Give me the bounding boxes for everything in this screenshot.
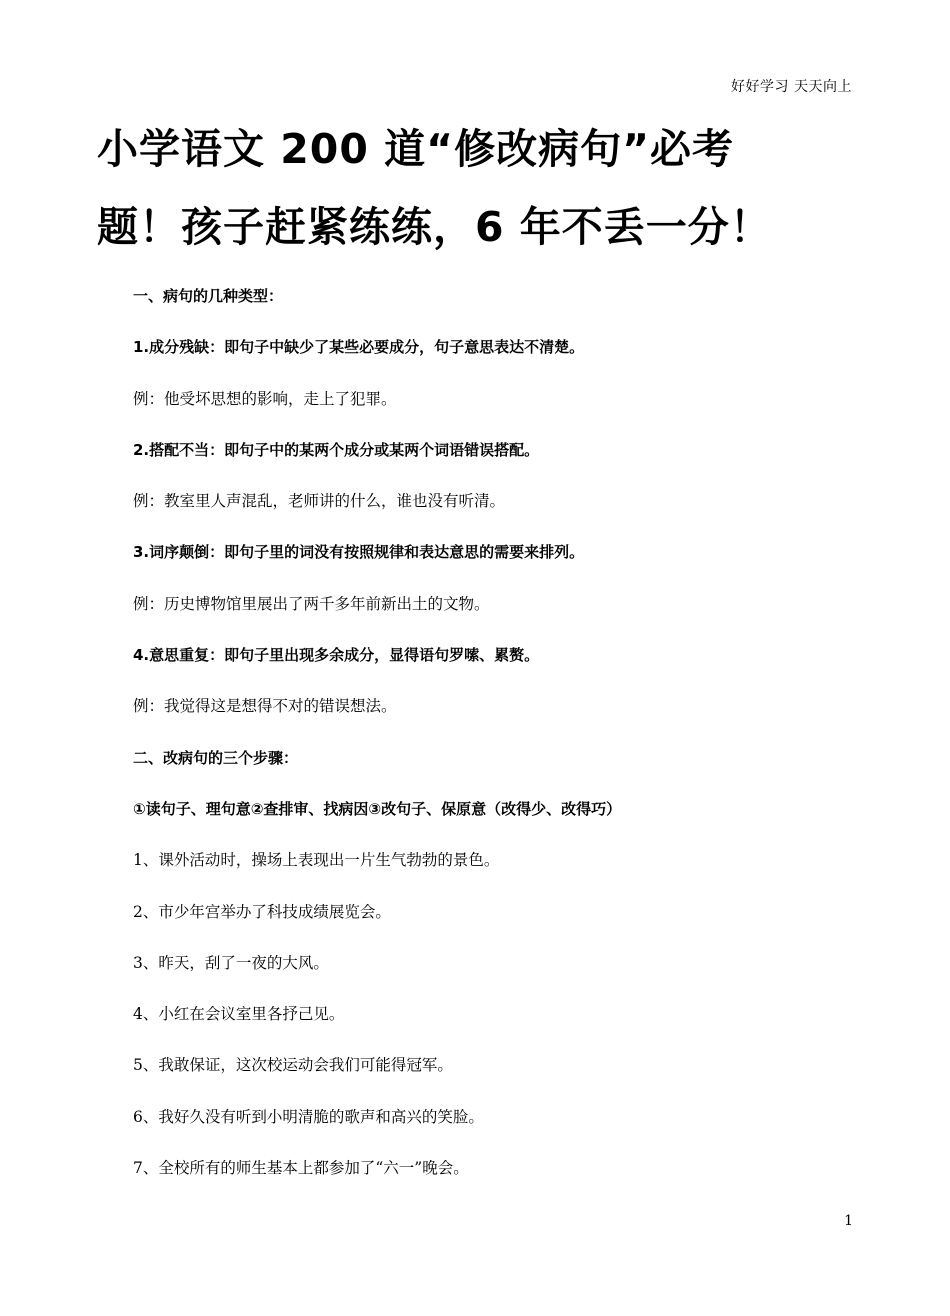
type-example-2: 例：教室里人声混乱，老师讲的什么，谁也没有听清。	[133, 492, 506, 511]
exercise-item: 2、市少年宫举办了科技成绩展览会。	[133, 902, 391, 921]
document-title	[97, 110, 857, 266]
exercise-item: 1、课外活动时，操场上表现出一片生气勃勃的景色。	[133, 851, 500, 870]
section-heading-types: 一、病句的几种类型：	[133, 287, 284, 305]
type-example-3: 例：历史博物馆里展出了两千多年前新出土的文物。	[133, 594, 490, 613]
exercise-item: 3、昨天，刮了一夜的大风。	[133, 953, 329, 972]
type-example-1: 例：他受坏思想的影响，走上了犯罪。	[133, 389, 397, 408]
type-definition-2: 2.搭配不当：即句子中的某两个成分或某两个词语错误搭配。	[133, 440, 540, 459]
type-definition-1: 1.成分残缺：即句子中缺少了某些必要成分，句子意思表达不清楚。	[133, 338, 585, 357]
page-header: 好好学习 天天向上	[731, 79, 852, 95]
steps-text: ①读句子、理句意②查排审、找病因③改句子、保原意（改得少、改得巧）	[133, 799, 622, 818]
title-line-2: 题！孩子赶紧练练，6 年不丢一分！	[97, 203, 772, 251]
type-example-4: 例：我觉得这是想得不对的错误想法。	[133, 697, 397, 716]
exercise-item: 5、我敢保证，这次校运动会我们可能得冠军。	[133, 1056, 453, 1075]
exercise-item: 6、我好久没有听到小明清脆的歌声和高兴的笑脸。	[133, 1107, 484, 1126]
type-definition-4: 4.意思重复：即句子里出现多余成分，显得语句罗嗦、累赘。	[133, 646, 540, 665]
document-body	[133, 284, 853, 1207]
type-definition-3: 3.词序颠倒：即句子里的词没有按照规律和表达意思的需要来排列。	[133, 543, 585, 562]
title-line-1: 小学语文 200 道“修改病句”必考	[97, 125, 735, 173]
exercise-item: 7、全校所有的师生基本上都参加了“六一”晚会。	[133, 1159, 469, 1178]
page-number: 1	[844, 1213, 853, 1229]
exercise-item: 4、小红在会议室里各抒己见。	[133, 1005, 345, 1024]
section-heading-steps: 二、改病句的三个步骤：	[133, 748, 299, 767]
